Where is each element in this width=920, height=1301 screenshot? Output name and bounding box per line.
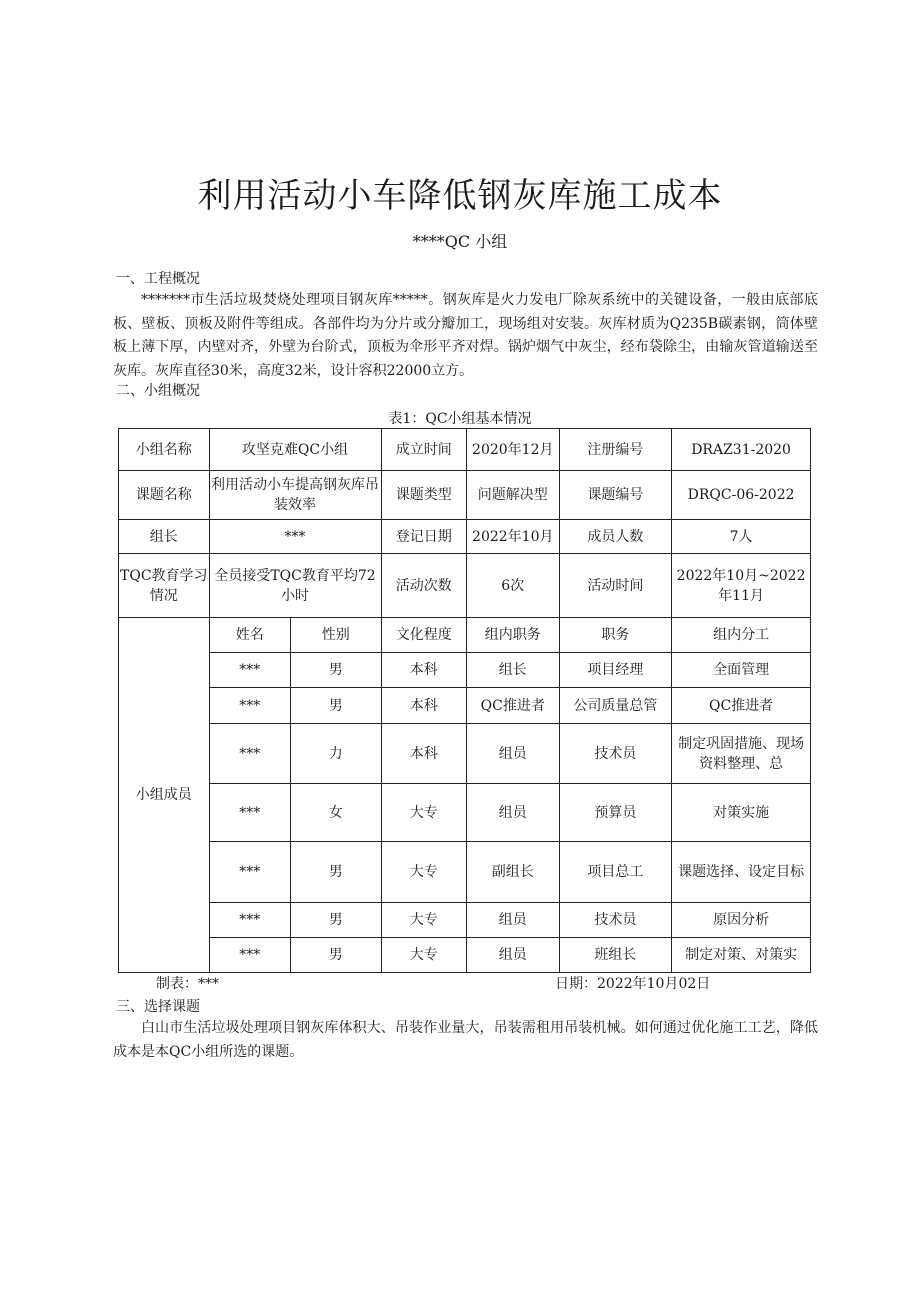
cell: 组员	[467, 724, 560, 784]
group-name: ****QC 小组	[412, 232, 508, 251]
header-cell: 组内分工	[672, 618, 811, 653]
members-label: 小组成员	[119, 618, 210, 973]
header-cell: 性别	[290, 618, 381, 653]
table-row	[119, 554, 811, 618]
cell: 制定对策、对策实	[672, 938, 811, 973]
cell: 组员	[467, 938, 560, 973]
section-2-heading: 二、小组概况	[116, 383, 200, 399]
cell: 大专	[381, 784, 466, 842]
cell: ***	[209, 653, 290, 688]
cell: 男	[290, 842, 381, 903]
cell: 全面管理	[672, 653, 811, 688]
cell: 活动次数	[381, 554, 466, 618]
cell: 男	[290, 903, 381, 938]
cell: 组长	[119, 520, 210, 554]
cell: 大专	[381, 938, 466, 973]
cell: 大专	[381, 842, 466, 903]
cell: 公司质量总管	[559, 688, 672, 724]
cell: 成员人数	[559, 520, 672, 554]
cell: 登记日期	[381, 520, 466, 554]
section-1-heading: 一、工程概况	[116, 271, 200, 287]
cell: 组员	[467, 903, 560, 938]
cell: 课题类型	[381, 471, 466, 520]
cell: 利用活动小车提高钢灰库吊装效率	[209, 471, 381, 520]
cell: ***	[209, 903, 290, 938]
cell: ***	[209, 938, 290, 973]
cell: 组员	[467, 784, 560, 842]
cell: 课题选择、设定目标	[672, 842, 811, 903]
cell: 问题解决型	[467, 471, 560, 520]
cell: 本科	[381, 724, 466, 784]
cell: 女	[290, 784, 381, 842]
header-cell: 职务	[559, 618, 672, 653]
table-date: 日期：2022年10月02日	[555, 976, 711, 992]
cell: 制定巩固措施、现场资料整理、总	[672, 724, 811, 784]
table-row	[119, 688, 811, 724]
cell: 7人	[672, 520, 811, 554]
cell: 2022年10月	[467, 520, 560, 554]
cell: 课题编号	[559, 471, 672, 520]
table-caption: 表1：QC小组基本情况	[388, 411, 532, 427]
cell: 副组长	[467, 842, 560, 903]
cell: QC推进者	[672, 688, 811, 724]
cell: 男	[290, 653, 381, 688]
cell: TQC教育学习情况	[119, 554, 210, 618]
table-row	[119, 842, 811, 903]
table-maker: 制表：***	[156, 976, 219, 992]
cell: 课题名称	[119, 471, 210, 520]
table-row	[119, 724, 811, 784]
cell: 攻坚克难QC小组	[209, 429, 381, 471]
cell: 技术员	[559, 903, 672, 938]
cell: 对策实施	[672, 784, 811, 842]
cell: 成立时间	[381, 429, 466, 471]
qc-group-table	[118, 428, 811, 973]
header-cell: 姓名	[209, 618, 290, 653]
section-3-body: 白山市生活垃圾处理项目钢灰库体积大、吊装作业量大，吊装需租用吊装机械。如何通过优化施工工艺，降低成本是本QC小组所选的课题。	[113, 1020, 818, 1060]
table-row	[119, 429, 811, 471]
cell: 班组长	[559, 938, 672, 973]
cell: 原因分析	[672, 903, 811, 938]
cell: 小组名称	[119, 429, 210, 471]
cell: 男	[290, 938, 381, 973]
cell: 全员接受TQC教育平均72小时	[209, 554, 381, 618]
cell: 本科	[381, 653, 466, 688]
cell: DRAZ31-2020	[672, 429, 811, 471]
cell: ***	[209, 724, 290, 784]
table-row	[119, 903, 811, 938]
cell: 注册编号	[559, 429, 672, 471]
cell: QC推进者	[467, 688, 560, 724]
cell: 2022年10月~2022年11月	[672, 554, 811, 618]
table-row	[119, 471, 811, 520]
cell: 6次	[467, 554, 560, 618]
cell: 预算员	[559, 784, 672, 842]
header-cell: 组内职务	[467, 618, 560, 653]
cell: DRQC-06-2022	[672, 471, 811, 520]
cell: ***	[209, 842, 290, 903]
document-title: 利用活动小车降低钢灰库施工成本	[197, 176, 723, 216]
cell: 项目总工	[559, 842, 672, 903]
cell: 组长	[467, 653, 560, 688]
cell: ***	[209, 688, 290, 724]
cell: ***	[209, 784, 290, 842]
section-1-body: *******市生活垃圾焚烧处理项目钢灰库*****。钢灰库是火力发电厂除灰系统中的关键设备，一般由底部底板、壁板、顶板及附件等组成。各部件均为分片或分瓣加工，现场组对安装。灰库材质为Q235B碳素钢，筒体壁板上薄下厚，内壁对齐，外壁为台阶式，顶板为伞形平齐对焊。锅炉烟气中灰尘，经布袋除尘，由输灰管道输送至灰库。灰库直径30米，高度32米，设计容积22000立方。	[113, 292, 818, 379]
table-row	[119, 938, 811, 973]
cell: 力	[290, 724, 381, 784]
table-row	[119, 784, 811, 842]
cell: 大专	[381, 903, 466, 938]
cell: ***	[209, 520, 381, 554]
cell: 技术员	[559, 724, 672, 784]
cell: 活动时间	[559, 554, 672, 618]
cell: 2020年12月	[467, 429, 560, 471]
header-cell: 文化程度	[381, 618, 466, 653]
table-row	[119, 520, 811, 554]
table-row	[119, 653, 811, 688]
section-3-heading: 三、选择课题	[116, 999, 200, 1015]
table-row	[119, 618, 811, 653]
cell: 男	[290, 688, 381, 724]
cell: 项目经理	[559, 653, 672, 688]
cell: 本科	[381, 688, 466, 724]
